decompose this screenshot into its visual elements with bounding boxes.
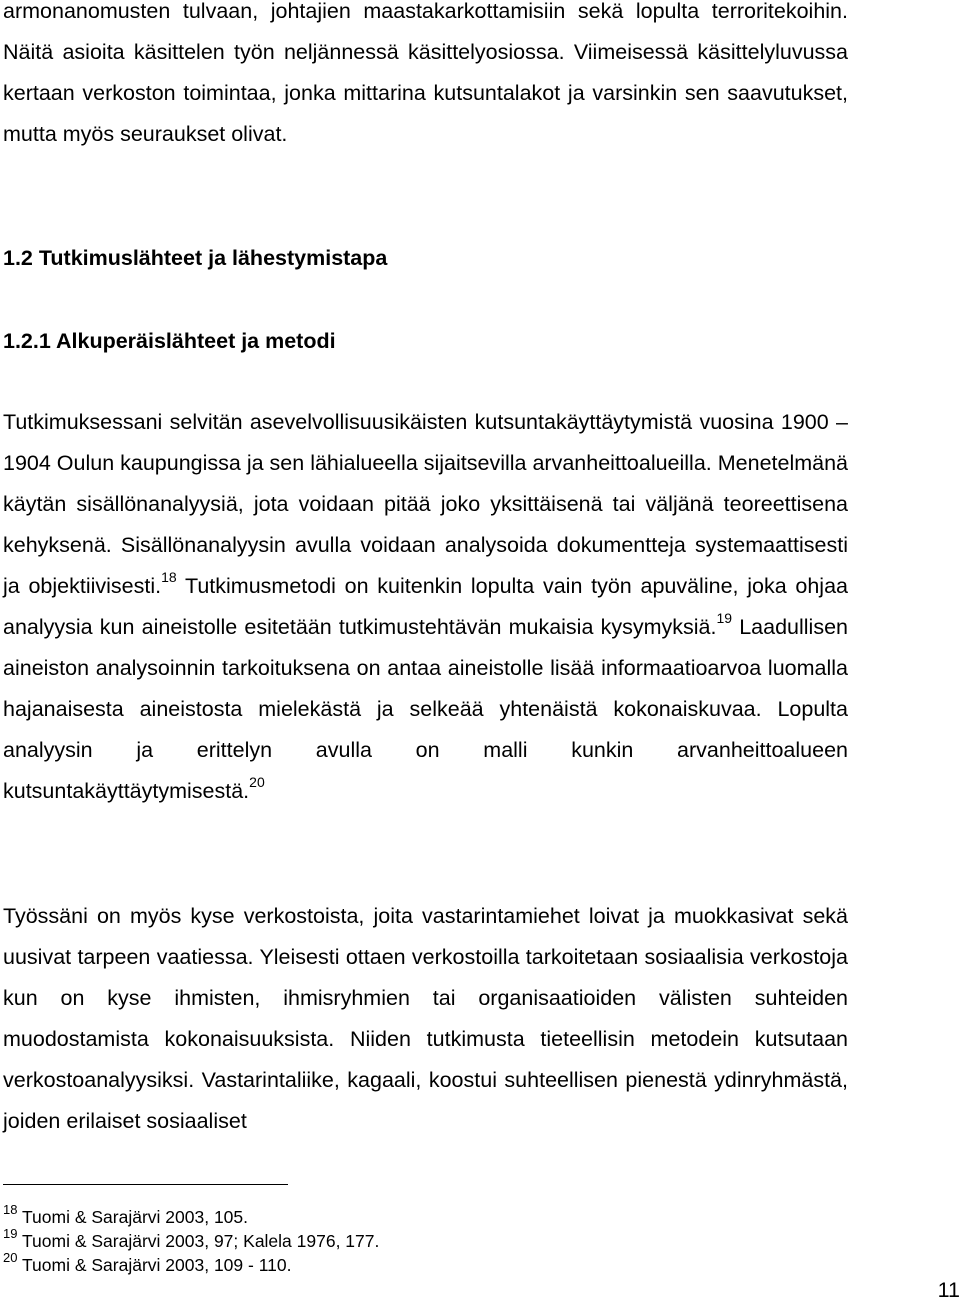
footnote-item — [3, 1202, 379, 1229]
footnote-number: 19 — [3, 1226, 18, 1242]
footnote-separator — [3, 1184, 288, 1185]
subsection-heading: 1.2.1 Alkuperäislähteet ja metodi — [3, 329, 336, 353]
body-paragraph-method — [3, 402, 848, 812]
paragraph-text: Tutkimusmetodi on kuitenkin lopulta vain työn apuväline, joka ohjaa analyysia kun aineistolle esitetään tutkimustehtävän mukaisia kysymyksiä. — [3, 574, 848, 639]
footnote-number: 20 — [3, 1250, 18, 1266]
paragraph-text: Työssäni on myös kyse verkostoista, joita vastarintamiehet loivat ja muokkasivat sekä uusivat tarpeen vaatiessa. Yleisesti ottaen verkostoilla tarkoitetaan sosiaalisia verkostoja kun on kyse ihmisten, ihmisryhmien tai organisaatioiden välisten suhteiden muodostamista kokonaisuuksista. Niiden tutkimusta tieteellisin metodein kutsutaan verkostoanalyysiksi. Vastarintaliike, kagaali, koostui suhteellisen pienestä ydinryhmästä, joiden erilaiset sosiaaliset — [3, 904, 848, 1133]
footnote-item — [3, 1226, 380, 1253]
body-paragraph-networks — [3, 896, 848, 1142]
page-number: 11 — [937, 1278, 960, 1302]
paragraph-text: armonanomusten tulvaan, johtajien maastakarkottamisiin sekä lopulta terroritekoihin. Näitä asioita käsittelen työn neljännessä käsittelyosiossa. Viimeisessä käsittelyluvussa kertaan verkoston toimintaa, jonka mittarina kutsuntalakot ja varsinkin sen saavutukset, mutta myös seuraukset olivat. — [3, 0, 848, 146]
footnote-text: Tuomi & Sarajärvi 2003, 97; Kalela 1976, 177. — [17, 1231, 380, 1251]
body-paragraph-intro — [3, 0, 848, 155]
footnote-ref[interactable]: 20 — [249, 773, 265, 790]
footnote-ref[interactable]: 19 — [716, 609, 733, 626]
footnote-text: Tuomi & Sarajärvi 2003, 105. — [17, 1207, 249, 1227]
footnote-number: 18 — [3, 1202, 18, 1218]
footnote-item — [3, 1250, 379, 1277]
paragraph-text: Tutkimuksessani selvitän asevelvollisuusikäisten kutsuntakäyttäytymistä vuosina 1900 – 1904 Oulun kaupungissa ja sen lähialueella sijaitsevilla arvanheittoalueilla. Menetelmänä käytän sisällönanalyysiä, jota voidaan pitää joko yksittäisenä tai väljänä teoreettisena kehyksenä. Sisällönanalyysin avulla voidaan analysoida dokumentteja systemaattisesti ja objektiivisesti. — [3, 410, 849, 598]
footnote-text: Tuomi & Sarajärvi 2003, 109 - 110. — [17, 1255, 292, 1275]
section-heading: 1.2 Tutkimuslähteet ja lähestymistapa — [3, 246, 388, 270]
footnote-ref[interactable]: 18 — [161, 568, 177, 585]
footnotes — [3, 1202, 380, 1277]
paragraph-text: Laadullisen aineiston analysoinnin tarkoituksena on antaa aineistolle lisää informaatioarvoa luomalla hajanaisesta aineistosta mielekästä ja selkeää yhtenäistä kokonaiskuvaa. Lopulta analyysin ja erittelyn avulla on malli kunkin arvanheittoalueen kutsuntakäyttäytymisestä. — [3, 615, 848, 803]
